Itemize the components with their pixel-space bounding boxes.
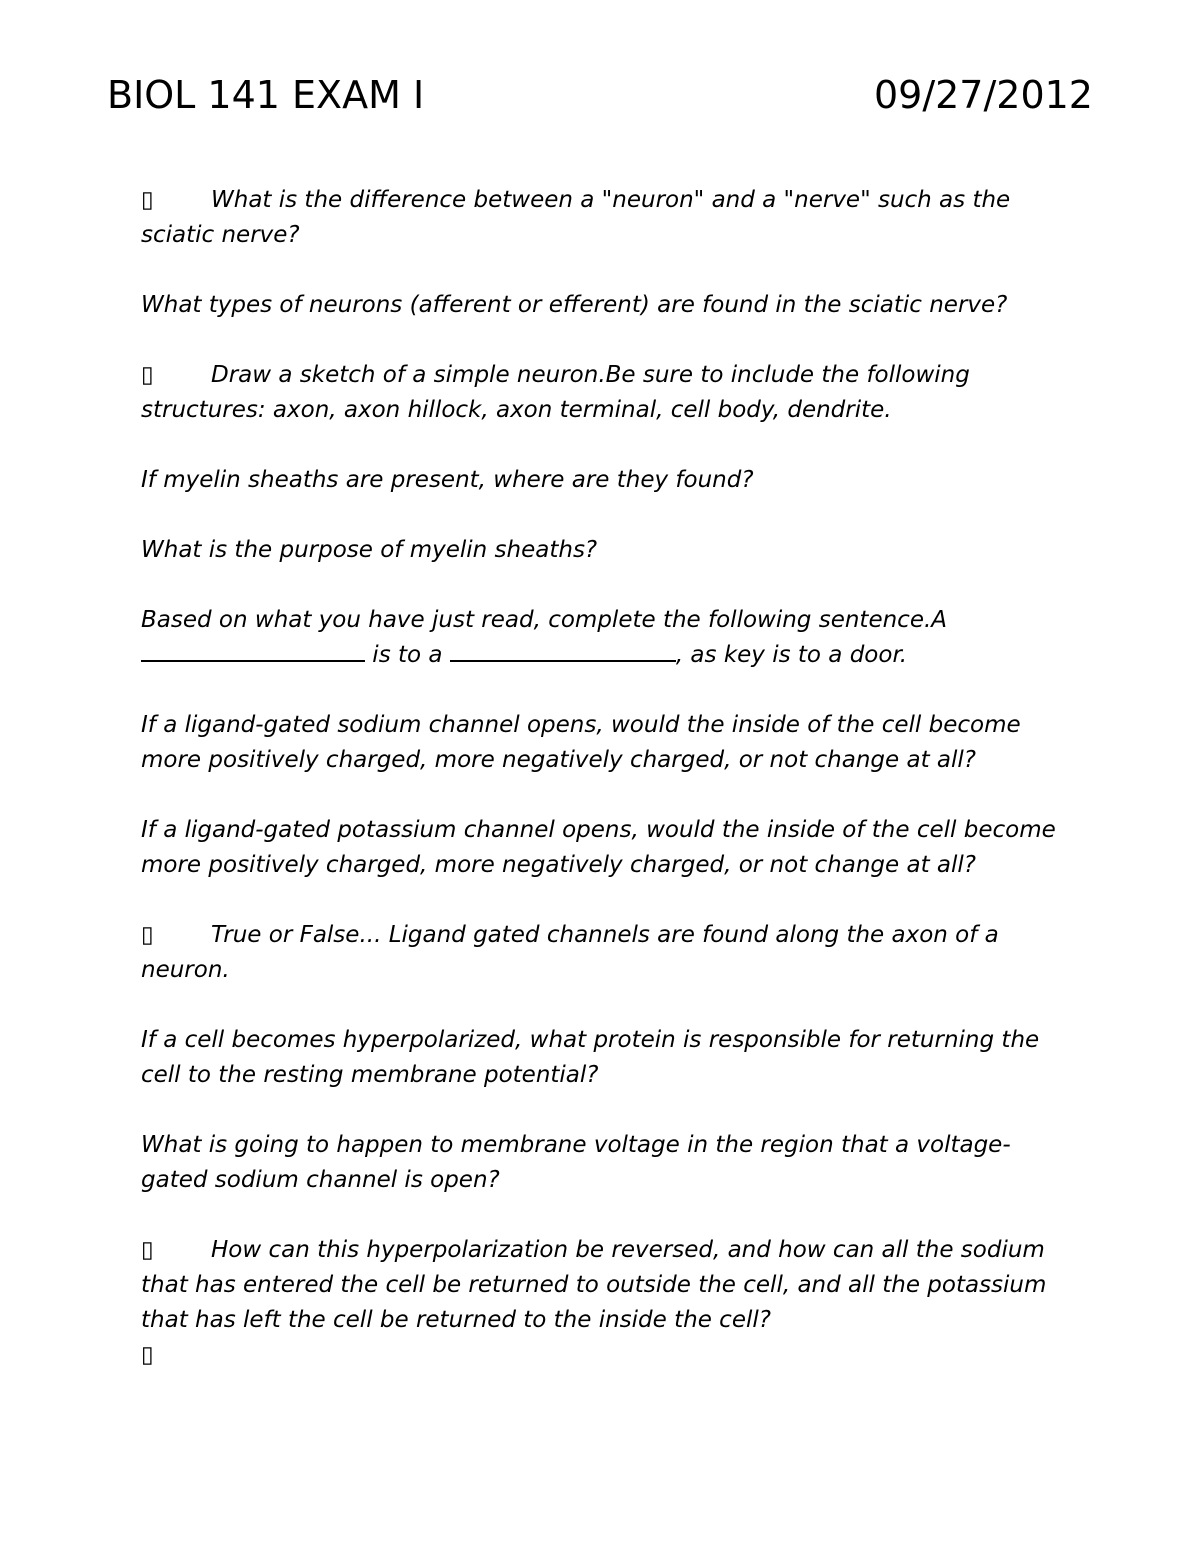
question-1 xyxy=(141,183,1061,253)
question-text: What is the difference between a "neuron" and a "nerve" such as the sciatic nerve? xyxy=(141,187,1011,248)
question-text: What types of neurons (afferent or efferent) are found in the sciatic nerve? xyxy=(141,292,1008,318)
question-7 xyxy=(141,708,1061,778)
question-text-end: , as key is to a door. xyxy=(675,642,908,668)
question-text: What is going to happen to membrane voltage in the region that a voltage-gated sodium channel is open? xyxy=(141,1132,1011,1193)
question-6 xyxy=(141,603,1061,673)
question-12 xyxy=(141,1233,1061,1338)
question-9 xyxy=(141,918,1061,988)
page-header xyxy=(107,72,1093,122)
question-text: If a cell becomes hyperpolarized, what protein is responsible for returning the cell to the resting membrane potential? xyxy=(141,1027,1040,1088)
question-text: If myelin sheaths are present, where are they found? xyxy=(141,467,754,493)
question-text: What is the purpose of myelin sheaths? xyxy=(141,537,598,563)
question-2 xyxy=(141,288,1061,323)
question-3 xyxy=(141,358,1061,428)
question-text: Draw a sketch of a simple neuron.Be sure to include the following structures: axon, axon hillock, axon terminal, cell body, dendrite. xyxy=(141,362,970,423)
question-10 xyxy=(141,1023,1061,1093)
question-text-lead: Based on what you have just read, complete the following sentence.A xyxy=(141,607,948,633)
exam-date: 09/27/2012 xyxy=(873,73,1093,117)
question-text: True or False... Ligand gated channels are found along the axon of a neuron. xyxy=(141,922,999,983)
question-8 xyxy=(141,813,1061,883)
bullet-box-icon: ▯ xyxy=(141,362,154,388)
bullet-box-icon: ▯ xyxy=(141,1237,154,1263)
bullet-box-icon: ▯ xyxy=(141,922,154,948)
trailing-bullet xyxy=(141,1338,1061,1373)
question-11 xyxy=(141,1128,1061,1198)
bullet-box-icon: ▯ xyxy=(141,1342,154,1368)
question-list xyxy=(141,183,1061,1373)
question-4 xyxy=(141,463,1061,498)
question-text: How can this hyperpolarization be reversed, and how can all the sodium that has entered the cell be returned to outside the cell, and all the potassium that has left the cell be returned to the inside the cell? xyxy=(141,1237,1047,1333)
question-text-mid: is to a xyxy=(365,642,450,668)
question-text: If a ligand-gated potassium channel opens, would the inside of the cell become more positively charged, more negatively charged, or not change at all? xyxy=(141,817,1056,878)
bullet-box-icon: ▯ xyxy=(141,187,154,213)
answer-blank-1[interactable] xyxy=(141,640,365,662)
question-5 xyxy=(141,533,1061,568)
answer-blank-2[interactable] xyxy=(450,640,676,662)
question-text: If a ligand-gated sodium channel opens, would the inside of the cell become more positively charged, more negatively charged, or not change at all? xyxy=(141,712,1021,773)
exam-title: BIOL 141 EXAM I xyxy=(107,73,425,117)
